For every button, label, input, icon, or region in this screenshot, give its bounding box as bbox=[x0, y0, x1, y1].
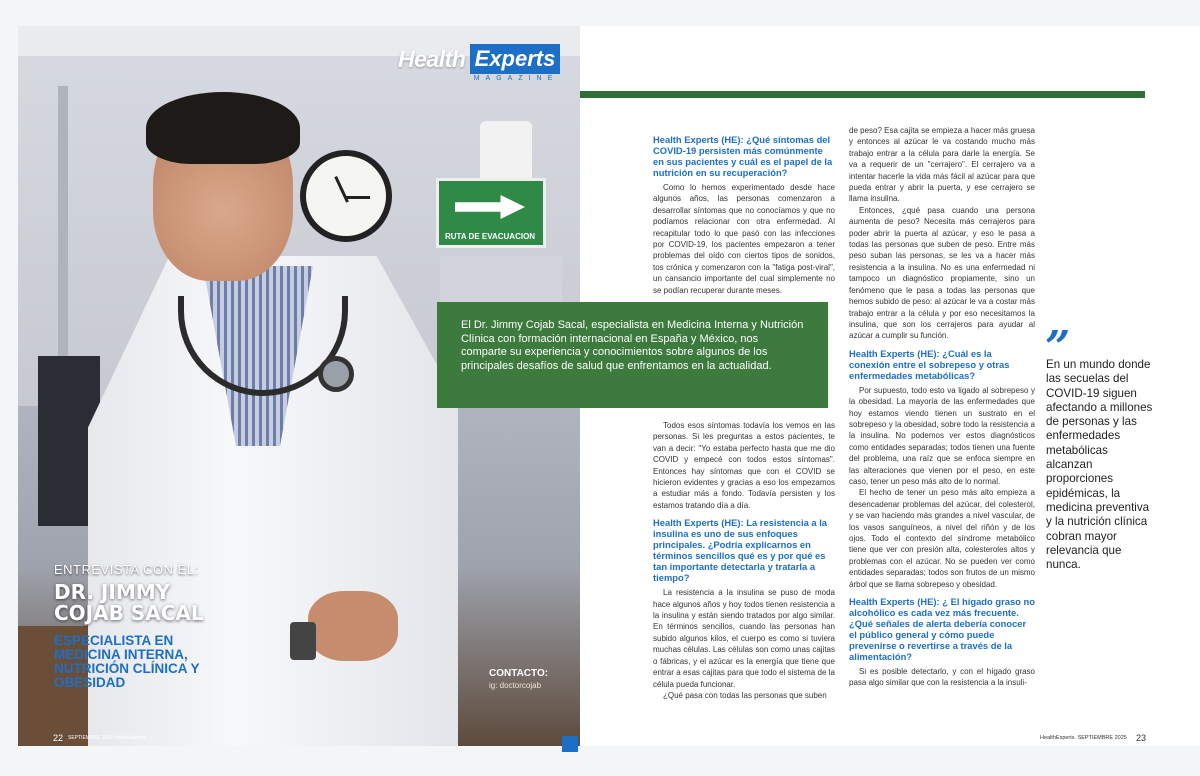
answer-4: Si es posible detectarlo, y con el hígado graso pasa algo similar que con la resistencia a la insuli- bbox=[849, 667, 1035, 688]
answer-2-more: Entonces, ¿qué pasa cuando una persona aumenta de peso? Necesita más cerrajeros para poder abrir la puerta al azúcar, y eso le pasa a todas las personas que suben de peso. Entre más peso suban las personas, se les va a hacer más resistencia a la insulina. No es una enfermedad ni tampoco un diagnóstico propiamente, sino un fenómeno que le pasa a todas las personas que hemos subido de peso: al azúcar le va a costar más trabajo entrar a la célula y por eso necesitamos la insulina, que son los cerrajeros para ayudar al azúcar a cumplir su función. bbox=[849, 205, 1035, 341]
smoke-detector bbox=[480, 121, 532, 183]
arrow-icon bbox=[455, 195, 525, 219]
question-2: Health Experts (HE): La resistencia a la insulina es uno de sus enfoques principales. ¿Podría explicarnos en términos sencillos qué es y por qué es tan importante detectarla y tratarla a tiempo? bbox=[653, 517, 828, 584]
clock-minute-hand bbox=[346, 196, 370, 199]
intro-text: El Dr. Jimmy Cojab Sacal, especialista en Medicina Interna y Nutrición Clínica con formación internacional en España y México, nos comparte su experiencia y conocimientos sobre algunos de los principales desafíos de salud que enfrentamos en la actualidad. bbox=[461, 319, 804, 372]
answer-1-continued: Todos esos síntomas todavía los vemos en las personas. Si les preguntas a estos pacientes, te van a decir: "Yo estaba perfecto hasta que me dio COVID y empecé con todos estos síntomas". Entonces hay síntomas que con el COVID se hicieron evidentes y gracias a eso los empezamos a estudiar más a fondo. Todavía persisten y los estamos tratando día a día. bbox=[653, 421, 835, 510]
answer-3-continued: El hecho de tener un peso más alto empieza a desencadenar problemas del azúcar, del colesterol, y se van haciendo más grandes a nivel vascular, de los vasos sanguíneos, a nivel del riñón y de los ojos. Todo el contexto del síndrome metabólico tiene que ver con presión alta, colesteroles altos y problemas con el azúcar. No se pueden ver como entidades separadas; todos son frutos de un mismo árbol que se llama sobrepeso y obesidad. bbox=[849, 488, 1035, 589]
stethoscope-disc bbox=[318, 356, 354, 392]
question-1: Health Experts (HE): ¿Qué síntomas del COVID-19 persisten más comúnmente en sus pacientes y cuál es el papel de la nutrición en su recuperación? bbox=[653, 134, 833, 178]
logo-magazine: MAGAZINE bbox=[473, 75, 559, 82]
answer-3: Por supuesto, todo esto va ligado al sobrepeso y la obesidad. La mayoría de las enfermedades que hoy estamos viendo tienen un sustrato en el sobrepeso y la obesidad, sobre todo la resistencia a la insulina. No podemos ver estos diagnósticos como entidades separadas; todos tienen una fuente del problema, una raíz que se enfoca siempre en las alteraciones que vienen por el peso, en este caso, tener un peso más alto de lo normal. bbox=[849, 385, 1035, 486]
quote-icon: ” bbox=[1045, 322, 1071, 373]
answer-1: Como lo hemos experimentado desde hace algunos años, las personas comenzaron a desarrollar síntomas que no conocíamos y que no podíamos relacionar con otra enfermedad. Al recapitular todo lo que pasó con las infecciones por COVID-19, los pacientes empezaron a tener problemas del oído con ciertos tipos de sonidos, tos crónica y comenzaron con la "fatiga post-viral", un cansancio importante del cual simplemente no se podían recuperar durante meses. bbox=[653, 183, 835, 295]
wristwatch bbox=[290, 622, 316, 660]
article-column-2 bbox=[849, 125, 1035, 689]
logo-health: Health bbox=[398, 46, 466, 72]
question-4: Health Experts (HE): ¿ El hígado graso no alcohólico es cada vez más frecuente. ¿Qué señales de alerta debería conocer el público general y cómo puede prevenirse o revertirse a través de la alimentación? bbox=[849, 596, 1035, 663]
contact-label: CONTACTO: bbox=[489, 668, 549, 679]
question-3: Health Experts (HE): ¿Cuál es la conexión entre el sobrepeso y otras enfermedades metabólicas? bbox=[849, 347, 1010, 381]
contact-handle: ig: doctorcojab bbox=[489, 681, 542, 690]
header-bar bbox=[580, 91, 1145, 98]
doctor-hand bbox=[308, 591, 398, 661]
pull-quote: En un mundo donde las secuelas del COVID-19 siguen afectando a millones de personas y las enfermedades metabólicas alcanzan proporciones epidémicas, la medicina preventiva y la nutrición clínica cobran mayor relevancia que nunca. bbox=[1046, 358, 1153, 572]
magazine-logo bbox=[398, 44, 560, 88]
interview-label: ENTREVISTA CON EL: bbox=[54, 562, 199, 577]
doctor-name: DR. JIMMY COJAB SACAL bbox=[54, 580, 204, 625]
footer-right: HealthExperts. SEPTIEMBRE 2025 bbox=[1040, 735, 1127, 741]
answer-2-continued: de peso? Esa cajita se empieza a hacer más gruesa y entonces al azúcar le va costando mucho más trabajo entrar a la célula para darle la energía. Se va a requerir de un "cerrajero". El cerrajero va a intentar hacerle la vida más fácil al azúcar para que pueda entrar y abrir la puerta, y ese cerrajero se llama insulina. bbox=[849, 126, 1035, 204]
evacuation-sign-text: RUTA DE EVACUACION bbox=[445, 232, 536, 241]
page-number-left: 22 bbox=[53, 733, 64, 743]
doctor-hair bbox=[146, 92, 300, 164]
logo-experts: Experts bbox=[470, 44, 560, 74]
wall-clock bbox=[300, 150, 392, 242]
blue-square-marker bbox=[562, 736, 578, 752]
footer-left: SEPTIEMBRE 2025 HealthExperts bbox=[68, 735, 146, 741]
article-column-1-lower bbox=[653, 420, 835, 701]
evacuation-sign bbox=[436, 178, 546, 248]
answer-2-question: ¿Qué pasa con todas las personas que suben bbox=[663, 690, 827, 700]
intro-box bbox=[437, 302, 828, 408]
doctor-specialty: ESPECIALISTA EN MEDICINA INTERNA, NUTRICIÓN CLÍNICA Y OBESIDAD bbox=[54, 633, 200, 690]
page-number-right: 23 bbox=[1136, 733, 1147, 743]
answer-2: La resistencia a la insulina se puso de moda hace algunos años y hoy todos tienen resistencia a la insulina y están siendo tratados por algo similar. En términos sencillos, cuando las personas han subido algunos kilos, el cuerpo es como si tuviera muchas células. Las células son como unas cajitas o fábricas, y el azúcar es la energía que tiene que entrar a esas cajitas para que todo el sistema de la célula pueda funcionar. bbox=[653, 588, 835, 689]
article-column-1 bbox=[653, 128, 835, 296]
